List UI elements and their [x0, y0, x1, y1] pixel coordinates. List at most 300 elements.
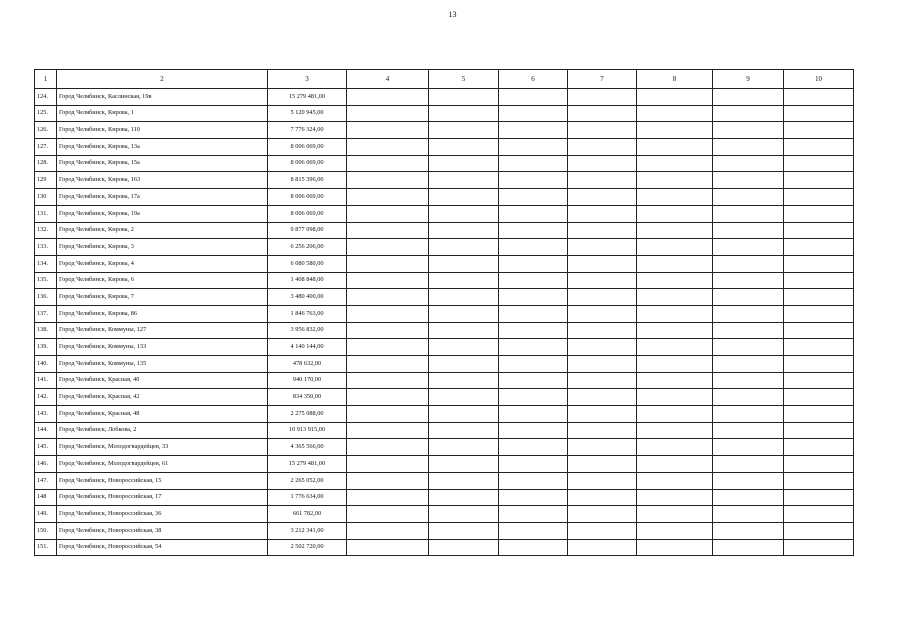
empty-cell [568, 472, 637, 489]
empty-cell [347, 189, 429, 206]
address-cell: Город Челябинск, Кирова, 1 [57, 105, 268, 122]
address-cell: Город Челябинск, Коммуны, 135 [57, 356, 268, 373]
table-row [35, 522, 854, 539]
empty-cell [637, 456, 713, 473]
column-header: 2 [57, 70, 268, 89]
amount-cell: 661 782,00 [268, 506, 347, 523]
empty-cell [347, 272, 429, 289]
empty-cell [347, 172, 429, 189]
empty-cell [637, 489, 713, 506]
amount-cell: 478 632,00 [268, 356, 347, 373]
empty-cell [347, 506, 429, 523]
empty-cell [429, 372, 499, 389]
table-row [35, 422, 854, 439]
table-row [35, 272, 854, 289]
address-cell: Город Челябинск, Новороссийская, 54 [57, 539, 268, 556]
empty-cell [784, 372, 854, 389]
empty-cell [713, 89, 784, 106]
table-header-row [35, 70, 854, 89]
row-number: 136. [35, 289, 57, 306]
table-row [35, 456, 854, 473]
address-cell: Город Челябинск, Кирова, 2 [57, 222, 268, 239]
empty-cell [637, 372, 713, 389]
empty-cell [784, 489, 854, 506]
empty-cell [637, 255, 713, 272]
table-row [35, 322, 854, 339]
amount-cell: 9 877 098,00 [268, 222, 347, 239]
empty-cell [568, 89, 637, 106]
empty-cell [713, 539, 784, 556]
empty-cell [429, 239, 499, 256]
empty-cell [637, 189, 713, 206]
empty-cell [429, 89, 499, 106]
empty-cell [499, 222, 568, 239]
table-row [35, 172, 854, 189]
amount-cell: 10 913 915,00 [268, 422, 347, 439]
empty-cell [568, 189, 637, 206]
amount-cell: 3 212 341,00 [268, 522, 347, 539]
empty-cell [637, 139, 713, 156]
empty-cell [499, 305, 568, 322]
address-cell: Город Челябинск, Кирова, 163 [57, 172, 268, 189]
empty-cell [713, 506, 784, 523]
empty-cell [347, 289, 429, 306]
table-row [35, 339, 854, 356]
column-header: 8 [637, 70, 713, 89]
empty-cell [713, 205, 784, 222]
address-cell: Город Челябинск, Лобкова, 2 [57, 422, 268, 439]
row-number: 146. [35, 456, 57, 473]
table-row [35, 372, 854, 389]
row-number: 139. [35, 339, 57, 356]
empty-cell [637, 322, 713, 339]
table-row [35, 539, 854, 556]
row-number: 133. [35, 239, 57, 256]
empty-cell [499, 472, 568, 489]
row-number: 135. [35, 272, 57, 289]
amount-cell: 940 170,00 [268, 372, 347, 389]
row-number: 137. [35, 305, 57, 322]
empty-cell [499, 239, 568, 256]
table-row [35, 305, 854, 322]
empty-cell [637, 172, 713, 189]
empty-cell [713, 439, 784, 456]
row-number: 149. [35, 506, 57, 523]
address-cell: Город Челябинск, Кирова, 86 [57, 305, 268, 322]
table-row [35, 189, 854, 206]
empty-cell [499, 272, 568, 289]
empty-cell [429, 422, 499, 439]
amount-cell: 2 502 720,00 [268, 539, 347, 556]
address-cell: Город Челябинск, Новороссийская, 36 [57, 506, 268, 523]
empty-cell [568, 305, 637, 322]
empty-cell [429, 139, 499, 156]
empty-cell [429, 222, 499, 239]
row-number: 138. [35, 322, 57, 339]
empty-cell [499, 289, 568, 306]
table-row [35, 89, 854, 106]
column-header: 9 [713, 70, 784, 89]
empty-cell [429, 339, 499, 356]
empty-cell [347, 105, 429, 122]
empty-cell [713, 272, 784, 289]
empty-cell [713, 189, 784, 206]
empty-cell [347, 389, 429, 406]
empty-cell [784, 539, 854, 556]
empty-cell [499, 172, 568, 189]
address-cell: Город Челябинск, Каслинская, 19в [57, 89, 268, 106]
row-number: 143. [35, 406, 57, 423]
empty-cell [568, 439, 637, 456]
empty-cell [713, 239, 784, 256]
amount-cell: 1 408 848,00 [268, 272, 347, 289]
empty-cell [713, 155, 784, 172]
empty-cell [347, 372, 429, 389]
empty-cell [713, 389, 784, 406]
row-number: 141. [35, 372, 57, 389]
empty-cell [637, 289, 713, 306]
empty-cell [568, 239, 637, 256]
row-number: 140. [35, 356, 57, 373]
row-number: 132. [35, 222, 57, 239]
empty-cell [347, 239, 429, 256]
empty-cell [637, 422, 713, 439]
address-cell: Город Челябинск, Кирова, 19а [57, 205, 268, 222]
empty-cell [784, 422, 854, 439]
amount-cell: 8 006 069,00 [268, 155, 347, 172]
amount-cell: 1 776 634,00 [268, 489, 347, 506]
empty-cell [429, 322, 499, 339]
empty-cell [784, 506, 854, 523]
empty-cell [568, 222, 637, 239]
empty-cell [499, 255, 568, 272]
empty-cell [568, 522, 637, 539]
empty-cell [713, 422, 784, 439]
empty-cell [713, 222, 784, 239]
table-row [35, 155, 854, 172]
address-cell: Город Челябинск, Новороссийская, 38 [57, 522, 268, 539]
column-header: 7 [568, 70, 637, 89]
table-row [35, 489, 854, 506]
empty-cell [429, 356, 499, 373]
empty-cell [713, 372, 784, 389]
empty-cell [429, 255, 499, 272]
empty-cell [713, 489, 784, 506]
empty-cell [637, 539, 713, 556]
amount-cell: 6 256 206,00 [268, 239, 347, 256]
empty-cell [713, 122, 784, 139]
empty-cell [568, 322, 637, 339]
table-row [35, 222, 854, 239]
empty-cell [499, 139, 568, 156]
empty-cell [784, 389, 854, 406]
empty-cell [713, 255, 784, 272]
empty-cell [568, 155, 637, 172]
table-row [35, 289, 854, 306]
column-header: 4 [347, 70, 429, 89]
empty-cell [429, 172, 499, 189]
amount-cell: 15 279 481,00 [268, 456, 347, 473]
address-cell: Город Челябинск, Кирова, 6 [57, 272, 268, 289]
empty-cell [499, 356, 568, 373]
empty-cell [568, 289, 637, 306]
empty-cell [429, 472, 499, 489]
empty-cell [637, 205, 713, 222]
empty-cell [347, 472, 429, 489]
empty-cell [568, 456, 637, 473]
empty-cell [637, 155, 713, 172]
empty-cell [637, 239, 713, 256]
empty-cell [347, 339, 429, 356]
empty-cell [347, 122, 429, 139]
empty-cell [784, 189, 854, 206]
empty-cell [568, 139, 637, 156]
address-cell: Город Челябинск, Молодогвардейцев, 61 [57, 456, 268, 473]
empty-cell [784, 239, 854, 256]
table-row [35, 239, 854, 256]
row-number: 128. [35, 155, 57, 172]
table-row [35, 139, 854, 156]
table-row [35, 472, 854, 489]
amount-cell: 8 006 069,00 [268, 205, 347, 222]
empty-cell [347, 439, 429, 456]
empty-cell [499, 456, 568, 473]
row-number: 131. [35, 205, 57, 222]
empty-cell [429, 439, 499, 456]
row-number: 125. [35, 105, 57, 122]
empty-cell [637, 89, 713, 106]
empty-cell [499, 189, 568, 206]
row-number: 134. [35, 255, 57, 272]
address-cell: Город Челябинск, Красная, 42 [57, 389, 268, 406]
row-number: 127. [35, 139, 57, 156]
empty-cell [568, 506, 637, 523]
row-number: 126. [35, 122, 57, 139]
empty-cell [784, 522, 854, 539]
empty-cell [499, 155, 568, 172]
empty-cell [429, 305, 499, 322]
empty-cell [429, 389, 499, 406]
empty-cell [429, 506, 499, 523]
empty-cell [784, 322, 854, 339]
empty-cell [784, 289, 854, 306]
empty-cell [713, 322, 784, 339]
empty-cell [429, 489, 499, 506]
empty-cell [784, 356, 854, 373]
empty-cell [499, 422, 568, 439]
amount-cell: 4 365 566,00 [268, 439, 347, 456]
table-row [35, 255, 854, 272]
address-cell: Город Челябинск, Кирова, 7 [57, 289, 268, 306]
empty-cell [499, 322, 568, 339]
empty-cell [637, 122, 713, 139]
row-number: 150. [35, 522, 57, 539]
table-row [35, 506, 854, 523]
column-header: 3 [268, 70, 347, 89]
address-cell: Город Челябинск, Новороссийская, 15 [57, 472, 268, 489]
amount-cell: 8 006 069,00 [268, 189, 347, 206]
empty-cell [784, 155, 854, 172]
address-cell: Город Челябинск, Коммуны, 127 [57, 322, 268, 339]
empty-cell [347, 139, 429, 156]
empty-cell [429, 406, 499, 423]
row-number: 151. [35, 539, 57, 556]
empty-cell [568, 389, 637, 406]
column-header: 1 [35, 70, 57, 89]
row-number: 124. [35, 89, 57, 106]
empty-cell [784, 139, 854, 156]
amount-cell: 8 815 396,00 [268, 172, 347, 189]
empty-cell [499, 122, 568, 139]
amount-cell: 2 265 052,00 [268, 472, 347, 489]
empty-cell [429, 189, 499, 206]
empty-cell [784, 122, 854, 139]
empty-cell [568, 105, 637, 122]
empty-cell [499, 439, 568, 456]
empty-cell [637, 222, 713, 239]
amount-cell: 4 140 144,00 [268, 339, 347, 356]
empty-cell [637, 406, 713, 423]
address-cell: Город Челябинск, Кирова, 110 [57, 122, 268, 139]
empty-cell [499, 339, 568, 356]
empty-cell [784, 472, 854, 489]
column-header: 10 [784, 70, 854, 89]
amount-cell: 15 279 481,00 [268, 89, 347, 106]
empty-cell [637, 439, 713, 456]
empty-cell [499, 506, 568, 523]
empty-cell [568, 205, 637, 222]
address-cell: Город Челябинск, Коммуны, 133 [57, 339, 268, 356]
empty-cell [429, 122, 499, 139]
empty-cell [637, 506, 713, 523]
empty-cell [784, 255, 854, 272]
amount-cell: 1 846 763,00 [268, 305, 347, 322]
empty-cell [347, 305, 429, 322]
empty-cell [499, 105, 568, 122]
empty-cell [568, 356, 637, 373]
empty-cell [347, 155, 429, 172]
empty-cell [713, 522, 784, 539]
empty-cell [713, 289, 784, 306]
empty-cell [499, 89, 568, 106]
empty-cell [429, 155, 499, 172]
row-number: 129 [35, 172, 57, 189]
empty-cell [784, 305, 854, 322]
empty-cell [713, 139, 784, 156]
empty-cell [637, 339, 713, 356]
empty-cell [637, 305, 713, 322]
empty-cell [568, 489, 637, 506]
row-number: 145. [35, 439, 57, 456]
empty-cell [429, 289, 499, 306]
empty-cell [568, 539, 637, 556]
empty-cell [568, 339, 637, 356]
amount-cell: 8 006 069,00 [268, 139, 347, 156]
address-cell: Город Челябинск, Красная, 48 [57, 406, 268, 423]
empty-cell [713, 356, 784, 373]
empty-cell [568, 372, 637, 389]
empty-cell [784, 456, 854, 473]
empty-cell [713, 339, 784, 356]
empty-cell [637, 522, 713, 539]
empty-cell [347, 489, 429, 506]
empty-cell [347, 89, 429, 106]
row-number: 144. [35, 422, 57, 439]
table-row [35, 439, 854, 456]
amount-cell: 2 275 088,00 [268, 406, 347, 423]
empty-cell [784, 339, 854, 356]
row-number: 130 [35, 189, 57, 206]
empty-cell [347, 205, 429, 222]
empty-cell [347, 422, 429, 439]
empty-cell [429, 205, 499, 222]
table-row [35, 356, 854, 373]
amount-cell: 6 080 580,00 [268, 255, 347, 272]
table-row [35, 389, 854, 406]
empty-cell [499, 205, 568, 222]
empty-cell [713, 472, 784, 489]
address-cell: Город Челябинск, Кирова, 3 [57, 239, 268, 256]
amount-cell: 3 480 400,00 [268, 289, 347, 306]
empty-cell [499, 522, 568, 539]
empty-cell [568, 422, 637, 439]
column-header: 6 [499, 70, 568, 89]
address-cell: Город Челябинск, Кирова, 17а [57, 189, 268, 206]
empty-cell [499, 389, 568, 406]
page-number: 13 [448, 10, 457, 19]
empty-cell [347, 255, 429, 272]
row-number: 148 [35, 489, 57, 506]
empty-cell [784, 222, 854, 239]
table-row [35, 406, 854, 423]
empty-cell [347, 222, 429, 239]
empty-cell [347, 322, 429, 339]
empty-cell [713, 105, 784, 122]
address-cell: Город Челябинск, Кирова, 13а [57, 139, 268, 156]
empty-cell [429, 539, 499, 556]
amount-cell: 5 120 945,00 [268, 105, 347, 122]
empty-cell [347, 456, 429, 473]
empty-cell [429, 522, 499, 539]
row-number: 142. [35, 389, 57, 406]
table-row [35, 105, 854, 122]
empty-cell [347, 356, 429, 373]
amount-cell: 834 350,00 [268, 389, 347, 406]
empty-cell [637, 356, 713, 373]
empty-cell [568, 272, 637, 289]
empty-cell [499, 406, 568, 423]
empty-cell [784, 406, 854, 423]
empty-cell [713, 406, 784, 423]
empty-cell [637, 105, 713, 122]
empty-cell [568, 172, 637, 189]
empty-cell [713, 305, 784, 322]
empty-cell [637, 389, 713, 406]
empty-cell [347, 539, 429, 556]
empty-cell [429, 272, 499, 289]
empty-cell [637, 472, 713, 489]
empty-cell [784, 439, 854, 456]
empty-cell [499, 489, 568, 506]
empty-cell [499, 539, 568, 556]
empty-cell [784, 272, 854, 289]
column-header: 5 [429, 70, 499, 89]
empty-cell [784, 205, 854, 222]
empty-cell [784, 89, 854, 106]
empty-cell [568, 122, 637, 139]
empty-cell [499, 372, 568, 389]
address-cell: Город Челябинск, Новороссийская, 17 [57, 489, 268, 506]
